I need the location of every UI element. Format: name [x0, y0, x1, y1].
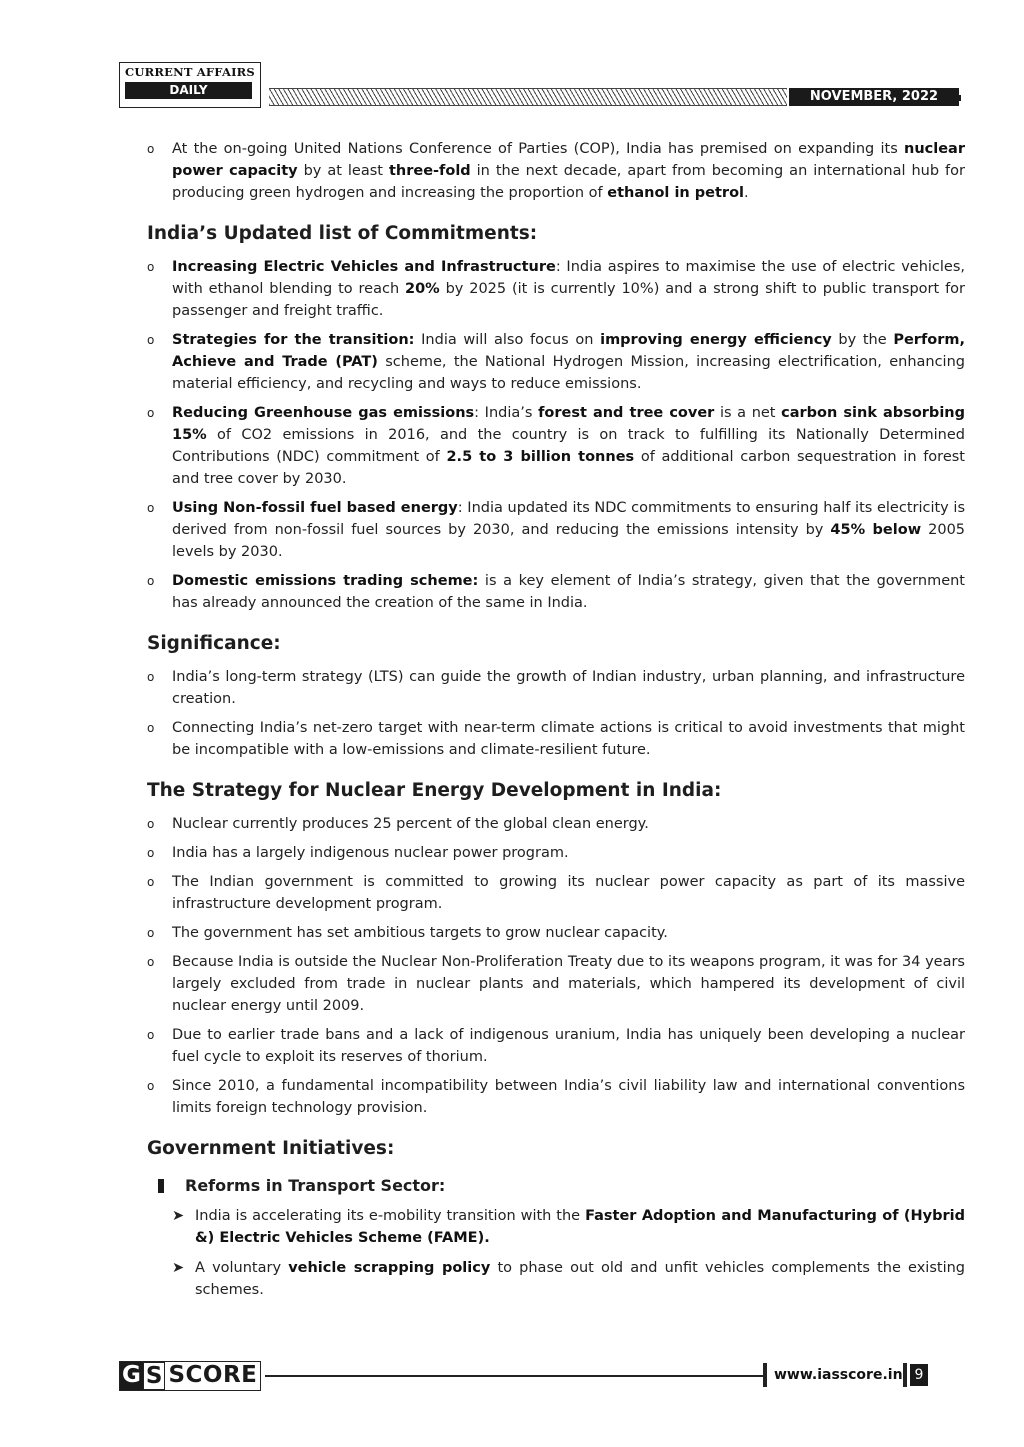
commitments-list	[147, 256, 965, 614]
brand-bottom-label: DAILY	[125, 82, 252, 99]
list-item: o Domestic emissions trading scheme: is a key element of India’s strategy, given that the government has already announced the creation of the same in India.	[147, 570, 965, 614]
significance-heading: Significance:	[147, 633, 281, 654]
list-item: o India has a largely indigenous nuclear power program.	[147, 842, 965, 864]
transport-subheading: Reforms in Transport Sector:	[147, 1175, 965, 1197]
nuclear-list	[147, 813, 965, 1119]
list-item: o India’s long-term strategy (LTS) can guide the growth of Indian industry, urban planning, and infrastructure creation.	[147, 666, 965, 710]
intro-item: o At the on-going United Nations Conference of Parties (COP), India has premised on expanding its nuclear power capacity by at least three-fold in the next decade, apart from becoming an international hub for producing green hydrogen and increasing the proportion of ethanol in petrol.	[147, 138, 965, 204]
commitments-heading: India’s Updated list of Commitments:	[147, 223, 538, 244]
list-item: o Using Non-fossil fuel based energy: India updated its NDC commitments to ensuring half its electricity is derived from non-fossil fuel sources by 2030, and reducing the emissions intensity by 45% below 2005 levels by 2030.	[147, 497, 965, 563]
list-item: o Reducing Greenhouse gas emissions: India’s forest and tree cover is a net carbon sink absorbing 15% of CO2 emissions in 2016, and the country is on track to fulfilling its Nationally Determined Contributions (NDC) commitment of 2.5 to 3 billion tonnes of additional carbon sequestration in forest and tree cover by 2030.	[147, 402, 965, 490]
brand-box	[119, 62, 261, 108]
list-item: o The Indian government is committed to growing its nuclear power capacity as part of its massive infrastructure development program.	[147, 871, 965, 915]
list-item: ➤ India is accelerating its e-mobility transition with the Faster Adoption and Manufacturing of (Hybrid &) Electric Vehicles Scheme (FAME).	[172, 1205, 965, 1249]
arrow-bullet-icon: ➤	[172, 1260, 185, 1276]
list-item: o Nuclear currently produces 25 percent of the global clean energy.	[147, 813, 965, 835]
list-item: o Increasing Electric Vehicles and Infrastructure: India aspires to maximise the use of electric vehicles, with ethanol blending to reach 20% by 2025 (it is currently 10%) and a strong shift to public transport for passenger and freight traffic.	[147, 256, 965, 322]
issue-date: NOVEMBER, 2022	[789, 88, 959, 106]
list-item: o Because India is outside the Nuclear Non-Proliferation Treaty due to its weapons program, it was for 34 years largely excluded from trade in nuclear plants and materials, which hampered its development of civil nuclear energy until 2009.	[147, 951, 965, 1017]
list-item: ➤ A voluntary vehicle scrapping policy to phase out old and unfit vehicles complements the existing schemes.	[172, 1257, 965, 1301]
nuclear-heading: The Strategy for Nuclear Energy Development in India:	[147, 780, 722, 801]
website-url[interactable]: www.iasscore.in	[774, 1367, 903, 1383]
header-hatch-divider	[269, 88, 787, 106]
footer-divider	[265, 1375, 763, 1377]
list-item: o The government has set ambitious targets to grow nuclear capacity.	[147, 922, 965, 944]
intro-list	[147, 138, 965, 204]
govt-heading: Government Initiatives:	[147, 1138, 395, 1159]
footer-bar	[903, 1363, 907, 1387]
list-item: o Connecting India’s net-zero target with near-term climate actions is critical to avoid investments that might be incompatible with a low-emissions and climate-resilient future.	[147, 717, 965, 761]
header-end-mark	[958, 95, 961, 101]
article-body	[147, 138, 965, 1309]
list-item: o Strategies for the transition: India will also focus on improving energy efficiency by the Perform, Achieve and Trade (PAT) scheme, the National Hydrogen Mission, increasing electrification, enhancing material efficiency, and recycling and ways to reduce emissions.	[147, 329, 965, 395]
brand-top-text: CURRENT AFFAIRS	[125, 65, 255, 79]
gsscore-logo: G S SCORE	[119, 1361, 261, 1391]
footer-bar	[763, 1363, 767, 1387]
arrow-bullet-icon: ➤	[172, 1208, 185, 1224]
transport-list	[147, 1205, 965, 1301]
significance-list	[147, 666, 965, 761]
list-item: o Since 2010, a fundamental incompatibility between India’s civil liability law and international conventions limits foreign technology provision.	[147, 1075, 965, 1119]
list-item: o Due to earlier trade bans and a lack of indigenous uranium, India has uniquely been developing a nuclear fuel cycle to exploit its reserves of thorium.	[147, 1024, 965, 1068]
page-number: 9	[910, 1364, 928, 1386]
square-bullet-icon	[158, 1179, 164, 1193]
